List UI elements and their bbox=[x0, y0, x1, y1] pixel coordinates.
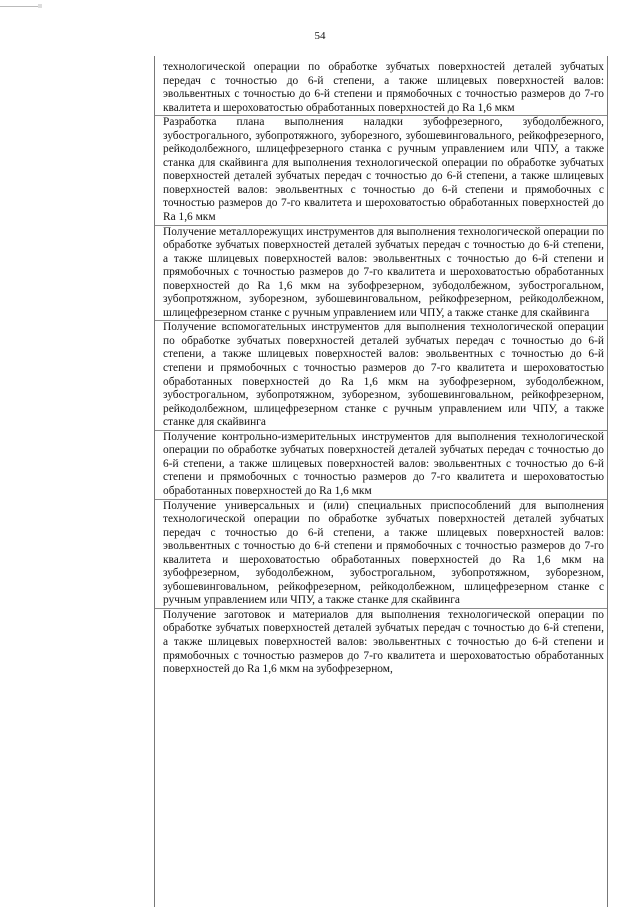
labor-action-text: Получение заготовок и материалов для выполнения технологической операции по обработке зубчатых поверхностей деталей зубчатых передач с точностью до 6-й степени, а также шлицевых поверхностей валов: эвольвентных с точностью до 6-й степени и прямобочных с точностью размеров до 7-го квалитета и шероховатостью обработанных поверхностей до Ra 1,6 мкм на зубофрезерном, bbox=[163, 608, 604, 676]
labor-action-text: Разработка плана выполнения наладки зубофрезерного, зубодолбежного, зубострогального, зубопротяжного, зуборезного, зубошевинговального, рейкофрезерного, рейкодолбежного, шлицефрезерного станка с ручным управлением или ЧПУ, а также станка для скайвинга для выполнения технологической операции по обработке зубчатых поверхностей деталей зубчатых передач с точностью до 6-й степени, а также шлицевых поверхностей валов: эвольвентных с точностью до 6-й степени и прямобочных с точностью размеров до 7-го квалитета и шероховатостью обработанных поверхностей до Ra 1,6 мкм bbox=[163, 116, 604, 224]
scan-artifact bbox=[38, 4, 42, 8]
labor-actions-table bbox=[155, 61, 607, 677]
labor-action-text: Получение металлорежущих инструментов для выполнения технологической операции по обработке зубчатых поверхностей деталей зубчатых передач с точностью до 6-й степени, а также шлицевых поверхностей валов: эвольвентных с точностью до 6-й степени и прямобочных с точностью размеров до 7-го квалитета и шероховатостью обработанных поверхностей до Ra 1,6 мкм на зубофрезерном, зубодолбежном, зубострогальном, зубопротяжном, зуборезном, зубошевинговальном, рейкофрезерном, рейкодолбежном, шлицефрезерном станке с ручным управлением или ЧПУ, а также станке для скайвинга bbox=[163, 225, 604, 319]
table-right-border bbox=[607, 56, 608, 907]
table-row bbox=[155, 116, 607, 225]
table-row bbox=[155, 500, 607, 609]
labor-action-text: Получение контрольно-измерительных инструментов для выполнения технологической операции по обработке зубчатых поверхностей деталей зубчатых передач с точностью до 6-й степени, а также шлицевых поверхностей валов: эвольвентных с точностью до 6-й степени и прямобочных с точностью размеров до 7-го квалитета и шероховатостью обработанных поверхностей до Ra 1,6 мкм bbox=[163, 430, 604, 497]
table-row bbox=[155, 609, 607, 677]
table-row bbox=[155, 321, 607, 430]
page-number: 54 bbox=[314, 30, 326, 42]
labor-action-text: технологической операции по обработке зубчатых поверхностей деталей зубчатых передач с точностью до 6-й степени, а также шлицевых поверхностей валов: эвольвентных с точностью до 6-й степени и прямобочных с точностью размеров до 7-го квалитета и шероховатостью обработанных поверхностей до Ra 1,6 мкм bbox=[163, 61, 604, 114]
table-row bbox=[155, 226, 607, 322]
scan-corner-mark bbox=[0, 6, 38, 7]
table-row bbox=[155, 61, 607, 116]
table-row bbox=[155, 431, 607, 500]
labor-action-text: Получение универсальных и (или) специальных приспособлений для выполнения технологической операции по обработке зубчатых поверхностей деталей зубчатых передач с точностью до 6-й степени, а также шлицевых поверхностей валов: эвольвентных с точностью до 6-й степени и прямобочных с точностью размеров до 7-го квалитета и шероховатостью обработанных поверхностей до Ra 1,6 мкм на зубофрезерном, зубодолбежном, зубострогальном, зубопротяжном, зуборезном, зубошевинговальном, рейкофрезерном, рейкодолбежном, шлицефрезерном станке с ручным управлением или ЧПУ, а также станке для скайвинга bbox=[163, 499, 604, 607]
labor-action-text: Получение вспомогательных инструментов для выполнения технологической операции по обработке зубчатых поверхностей деталей зубчатых передач с точностью до 6-й степени, а также шлицевых поверхностей валов: эвольвентных с точностью до 6-й степени и прямобочных с точностью размеров до 7-го квалитета и шероховатостью обработанных поверхностей до Ra 1,6 мкм на зубофрезерном, зубодолбежном, зубострогальном, зубопротяжном, зуборезном, зубошевинговальном, рейкофрезерном, рейкодолбежном, шлицефрезерном станке с ручным управлением или ЧПУ, а также станке для скайвинга bbox=[163, 321, 604, 429]
